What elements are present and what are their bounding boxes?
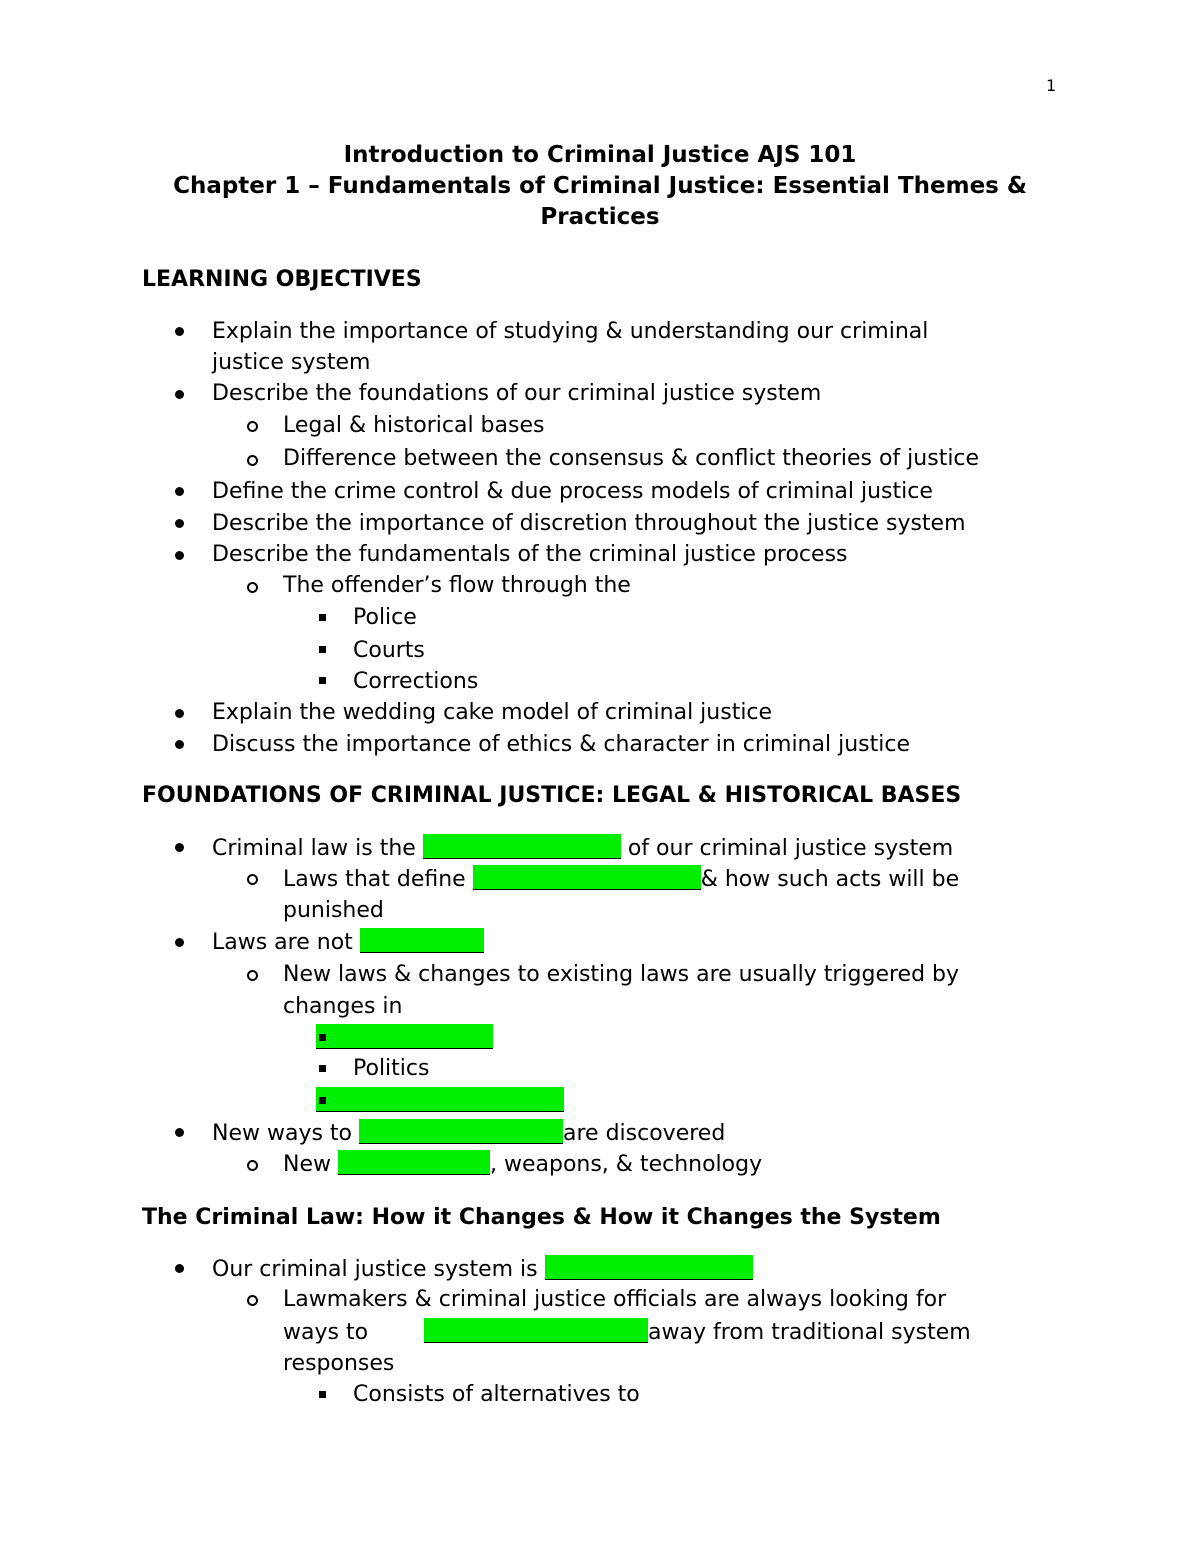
bullet-icon [175, 487, 184, 496]
item-1-text-end: of our criminal justice system [620, 836, 954, 861]
page-number: 1 [1046, 76, 1057, 95]
square-bullet-icon [319, 1034, 326, 1041]
square-bullet-icon [319, 677, 326, 684]
item-3-text-start: New ways to [212, 1121, 360, 1146]
objective-6: Explain the wedding cake model of criminal justice [212, 700, 773, 725]
objective-1-line-2: justice system [212, 350, 371, 375]
title-line-1: Introduction to Criminal Justice AJS 101 [343, 142, 857, 168]
foundations-item-2 [212, 928, 484, 957]
item-2-text-start: Laws are not [212, 930, 360, 955]
objective-5-sub-1: The offender’s flow through the [283, 573, 631, 598]
title-line-3: Practices [540, 204, 660, 230]
foundations-item-3 [212, 1119, 725, 1148]
fill-in-blank[interactable] [473, 865, 701, 890]
foundations-heading: FOUNDATIONS OF CRIMINAL JUSTICE: LEGAL & HISTORICAL BASES [142, 783, 962, 808]
changes-politics: Politics [353, 1056, 430, 1081]
square-bullet-icon [319, 1391, 326, 1398]
foundations-item-1-sub-line-2: punished [283, 898, 384, 923]
square-bullet-icon [319, 646, 326, 653]
objective-5-courts: Courts [353, 638, 425, 663]
foundations-item-2-sub-line-2: changes in [283, 994, 403, 1019]
bullet-icon [175, 327, 184, 336]
item-3-sub-text-start: New [283, 1152, 338, 1177]
objective-7: Discuss the importance of ethics & character in criminal justice [212, 732, 910, 757]
fill-in-blank[interactable] [316, 1087, 564, 1112]
square-bullet-icon [319, 614, 326, 621]
bullet-icon [175, 519, 184, 528]
fill-in-blank[interactable] [359, 1119, 563, 1144]
fill-in-blank[interactable] [338, 1150, 490, 1175]
item-1-text-start: Criminal law is the [212, 836, 423, 861]
circle-bullet-icon [247, 455, 258, 466]
fill-in-blank[interactable] [545, 1255, 753, 1280]
square-bullet-icon [319, 1065, 326, 1072]
criminal-law-sub-line-1: Lawmakers & criminal justice officials are always looking for [283, 1287, 947, 1312]
bullet-icon [175, 1128, 184, 1137]
bullet-icon [175, 709, 184, 718]
criminal-law-item-1-text: Our criminal justice system is [212, 1257, 545, 1282]
objective-5-police: Police [353, 605, 417, 630]
circle-bullet-icon [247, 970, 258, 981]
objective-1-line-1: Explain the importance of studying & understanding our criminal [212, 319, 929, 344]
bullet-icon [175, 740, 184, 749]
objective-3: Define the crime control & due process models of criminal justice [212, 479, 933, 504]
objective-5-corrections: Corrections [353, 669, 479, 694]
foundations-item-1-sub [283, 865, 959, 894]
learning-objectives-heading: LEARNING OBJECTIVES [142, 267, 422, 292]
criminal-law-sub-text-start: ways to [283, 1320, 369, 1345]
criminal-law-sub-text-end: away from traditional system [648, 1320, 971, 1345]
bullet-icon [175, 938, 184, 947]
objective-5: Describe the fundamentals of the criminal justice process [212, 542, 848, 567]
circle-bullet-icon [247, 421, 258, 432]
circle-bullet-icon [247, 1160, 258, 1171]
title-line-2: Chapter 1 – Fundamentals of Criminal Justice: Essential Themes & [173, 173, 1027, 199]
criminal-law-alternatives: Consists of alternatives to [353, 1382, 640, 1407]
circle-bullet-icon [247, 582, 258, 593]
bullet-icon [175, 390, 184, 399]
fill-in-blank[interactable] [424, 1318, 648, 1343]
foundations-item-1 [212, 834, 953, 863]
objective-2: Describe the foundations of our criminal justice system [212, 381, 822, 406]
bullet-icon [175, 843, 184, 852]
bullet-icon [175, 1264, 184, 1273]
fill-in-blank[interactable] [316, 1024, 493, 1049]
criminal-law-item-1 [212, 1255, 753, 1284]
item-1-sub-text-start: Laws that define [283, 867, 473, 892]
bullet-icon [175, 551, 184, 560]
fill-in-blank[interactable] [360, 928, 484, 953]
fill-in-blank[interactable] [423, 834, 621, 859]
foundations-item-2-sub-line-1: New laws & changes to existing laws are usually triggered by [283, 962, 960, 987]
criminal-law-sub-line-3: responses [283, 1351, 395, 1376]
foundations-item-3-sub [283, 1150, 762, 1179]
objective-4: Describe the importance of discretion throughout the justice system [212, 511, 966, 536]
criminal-law-sub-line-2 [283, 1318, 971, 1347]
item-3-sub-text-end: , weapons, & technology [489, 1152, 763, 1177]
circle-bullet-icon [247, 1295, 258, 1306]
criminal-law-heading: The Criminal Law: How it Changes & How it Changes the System [142, 1205, 941, 1230]
objective-2-sub-2: Difference between the consensus & conflict theories of justice [283, 446, 980, 471]
item-1-sub-text-end: & how such acts will be [700, 867, 960, 892]
circle-bullet-icon [247, 874, 258, 885]
item-3-text-end: are discovered [563, 1121, 726, 1146]
square-bullet-icon [319, 1097, 326, 1104]
objective-2-sub-1: Legal & historical bases [283, 413, 545, 438]
